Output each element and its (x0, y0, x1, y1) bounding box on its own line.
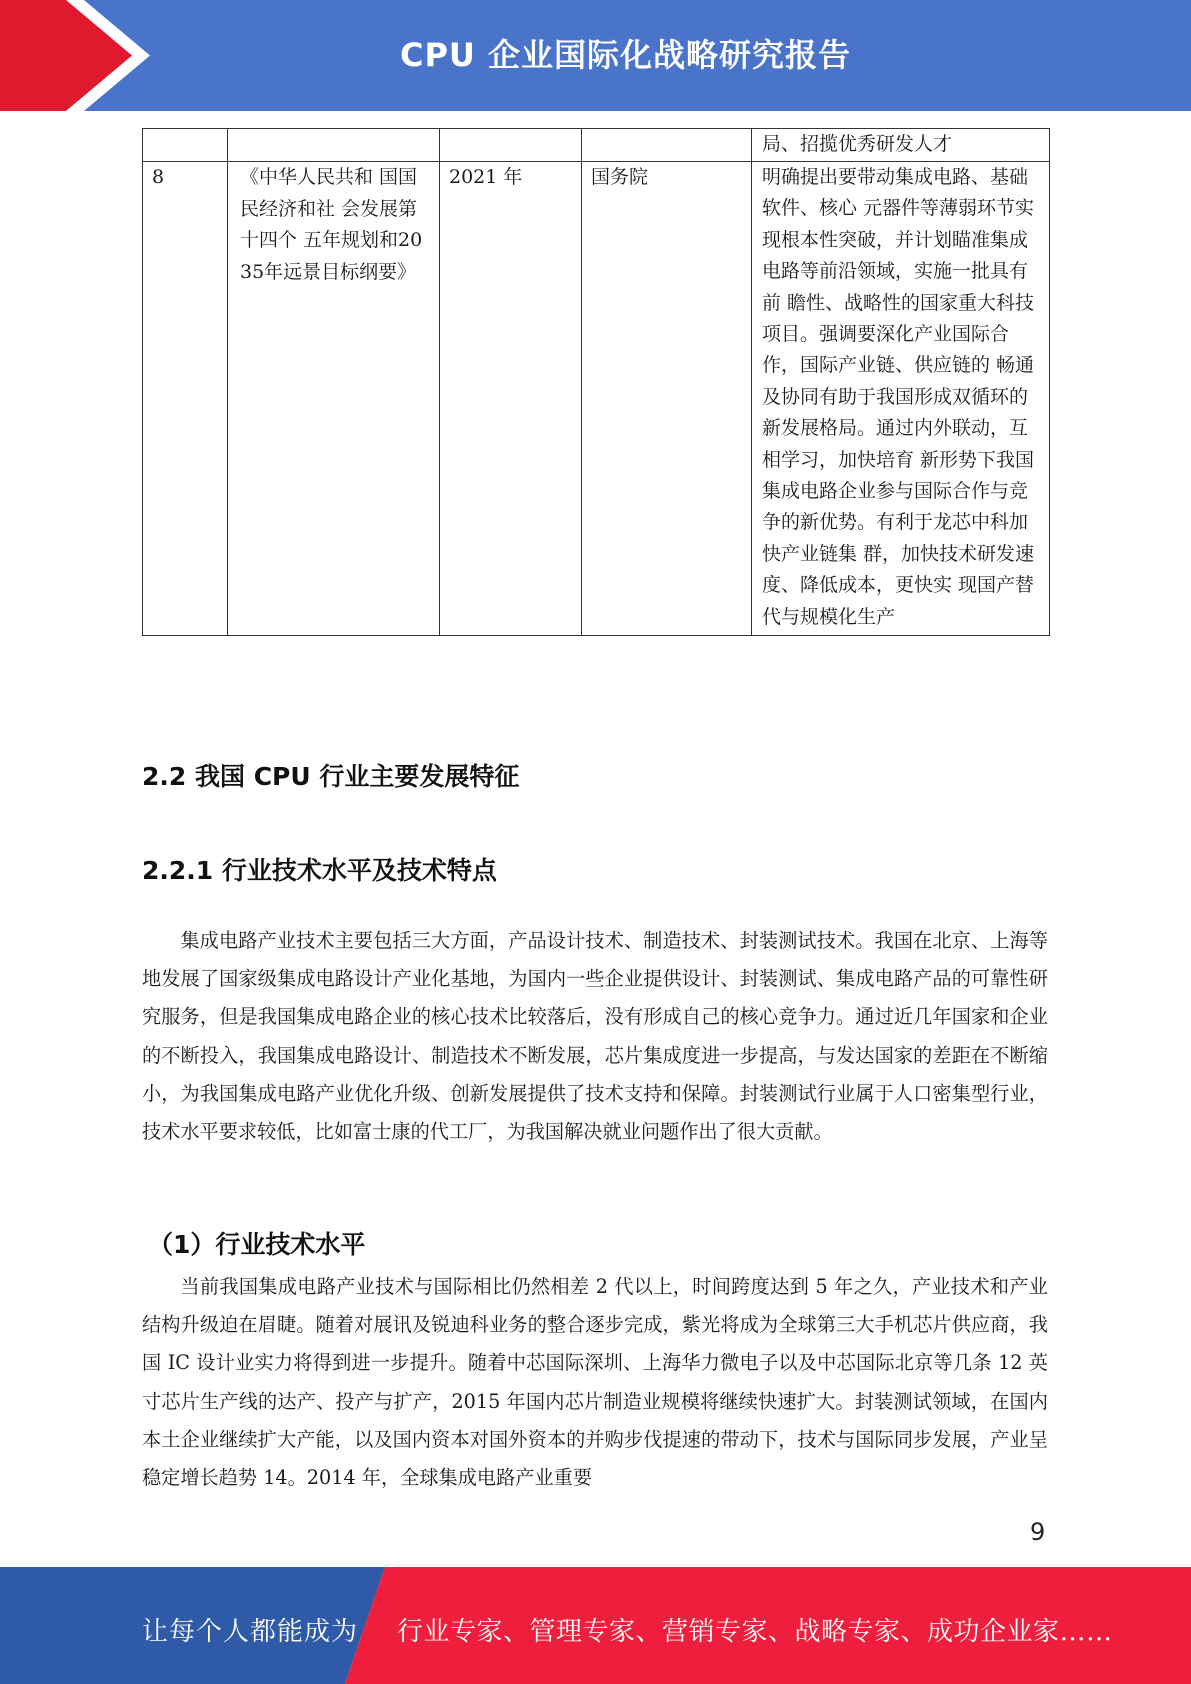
footer-slogan-right: 行业专家、管理专家、营销专家、战略专家、成功企业家…… (397, 1617, 1113, 1647)
page-header (0, 0, 1191, 111)
table-cell-name (228, 129, 440, 162)
body-paragraph: 当前我国集成电路产业技术与国际相比仍然相差 2 代以上，时间跨度达到 5 年之久，产业技术和产业结构升级迫在眉睫。随着对展讯及锐迪科业务的整合逐步完成，紫光将成为全球第三大手机芯片供应商，我国 IC 设计业实力将得到进一步提升。随着中芯国际深圳、上海华力微电子以及中芯国际北京等几条 12 英寸芯片生产线的达产、投产与扩产，2015 年国内芯片制造业规模将继续快速扩大。封装测试领域，在国内本土企业继续扩大产能，以及国内资本对国外资本的并购步伐提速的带动下，技术与国际同步发展，产业呈稳定增长趋势 14。2014 年，全球集成电路产业重要 (142, 1275, 1048, 1490)
body-paragraph: 集成电路产业技术主要包括三大方面，产品设计技术、制造技术、封装测试技术。我国在北京、上海等地发展了国家级集成电路设计产业化基地，为国内一些企业提供设计、封装测试、集成电路产品的可靠性研究服务，但是我国集成电路企业的核心技术比较落后，没有形成自己的核心竞争力。通过近几年国家和企业的不断投入，我国集成电路设计、制造技术不断发展，芯片集成度进一步提高，与发达国家的差距在不断缩小，为我国集成电路产业优化升级、创新发展提供了技术支持和保障。封装测试行业属于人口密集型行业，技术水平要求较低，比如富士康的代工厂，为我国解决就业问题作出了很大贡献。 (142, 929, 1048, 1144)
policy-table (142, 128, 1050, 636)
table-cell-no (143, 129, 228, 162)
table-cell-no: 8 (143, 162, 228, 636)
page-number: 9 (1030, 1518, 1046, 1546)
table-cell-year (440, 129, 582, 162)
table-cell-year: 2021 年 (440, 162, 582, 636)
footer-slogan-left: 让每个人都能成为 (142, 1617, 359, 1647)
section-heading-2-2-1: 2.2.1 行业技术水平及技术特点 (142, 856, 497, 885)
table-cell-content: 局、招揽优秀研发人才 (752, 129, 1050, 162)
report-title: CPU 企业国际化战略研究报告 (399, 36, 852, 74)
section-heading-2-2: 2.2 我国 CPU 行业主要发展特征 (142, 762, 520, 791)
page-footer (0, 1567, 1191, 1684)
table-cell-issuer: 国务院 (582, 162, 752, 636)
subsection-heading: （1）行业技术水平 (148, 1230, 366, 1259)
table-cell-name: 《中华人民共和 国国民经济和社 会发展第十四个 五年规划和2035年远景目标纲要》 (228, 162, 440, 636)
table-row (143, 129, 1050, 162)
table-row (143, 162, 1050, 636)
table-cell-issuer (582, 129, 752, 162)
table-cell-content: 明确提出要带动集成电路、基础软件、核心 元器件等薄弱环节实现根本性突破，并计划瞄准集成电路等前沿领域，实施一批具有前 瞻性、战略性的国家重大科技项目。强调要深化产业国际合作，国际产业链、供应链的 畅通及协同有助于我国形成双循环的新发展格局。通过内外联动，互相学习，加快培育 新形势下我国集成电路企业参与国际合作与竞争的新优势。有利于龙芯中科加快产业链集 群，加快技术研发速度、降低成本，更快实 现国产替代与规模化生产 (752, 162, 1050, 636)
